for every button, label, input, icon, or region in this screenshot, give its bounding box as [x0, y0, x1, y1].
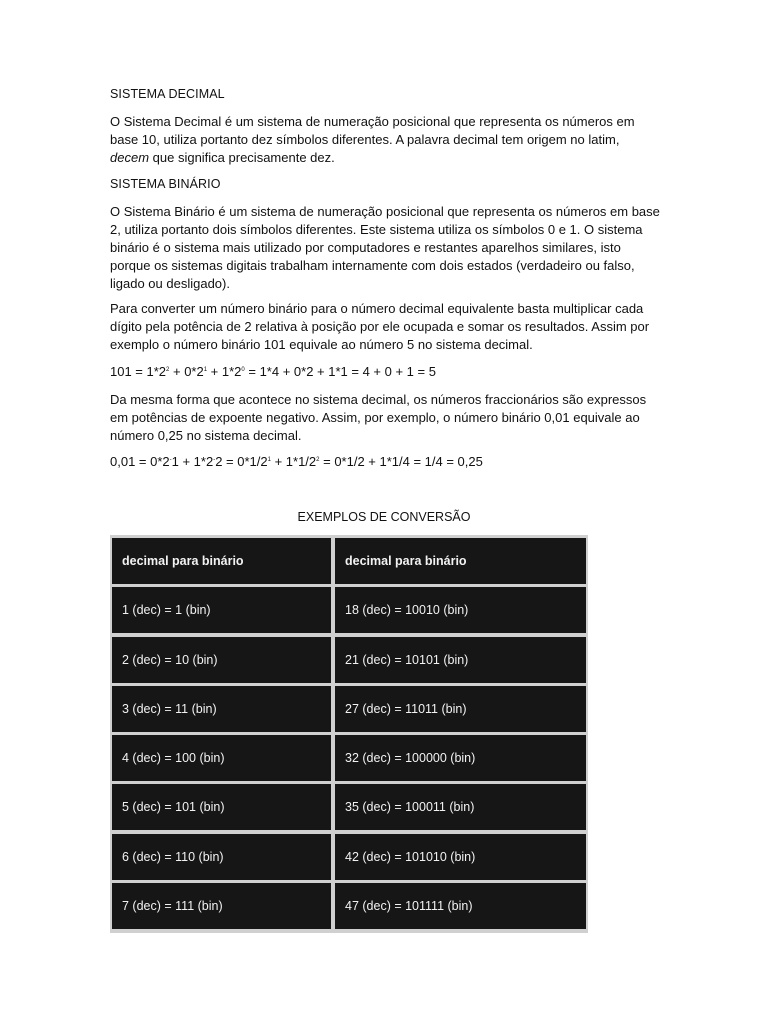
- decimal-heading: SISTEMA DECIMAL: [110, 87, 225, 101]
- eq1-part-b: + 0*2: [169, 364, 204, 379]
- binary-paragraph-2: Para converter um número binário para o número decimal equivalente basta multiplicar cada dígito pela potência de 2 relativa à posição por ele ocupada e somar os resultados. Assim por exemplo o número binário 101 equivale ao número 5 no sistema decimal.: [110, 301, 650, 352]
- table-cell: 1 (dec) = 1 (bin): [112, 587, 331, 633]
- table-cell: 32 (dec) = 100000 (bin): [335, 735, 586, 781]
- eq1-exp-a: 2: [166, 367, 170, 373]
- eq2-exp-a: -: [169, 457, 172, 463]
- table-cell: 35 (dec) = 100011 (bin): [335, 784, 586, 830]
- decimal-description-end: que significa precisamente dez.: [149, 150, 335, 165]
- eq2-part-a: 0,01 = 0*2: [110, 454, 170, 469]
- table-cell: 42 (dec) = 101010 (bin): [335, 834, 586, 880]
- eq2-part-c: 2 = 0*1/2: [215, 454, 268, 469]
- eq2-exp-d: 2: [316, 457, 320, 463]
- eq1-part-d: = 1*4 + 0*2 + 1*1 = 4 + 0 + 1 = 5: [244, 364, 436, 379]
- eq2-part-b: 1 + 1*2: [171, 454, 214, 469]
- eq1-part-c: + 1*2: [207, 364, 242, 379]
- eq1-exp-c: 0: [241, 367, 245, 373]
- eq1-exp-b: 1: [203, 367, 208, 373]
- table-cell: 21 (dec) = 10101 (bin): [335, 637, 586, 683]
- decimal-paragraph: [110, 113, 662, 167]
- eq2-part-d: + 1*1/2: [270, 454, 317, 469]
- eq2-exp-b: -: [213, 457, 216, 463]
- table-cell: 7 (dec) = 111 (bin): [112, 883, 331, 929]
- table-cell: 5 (dec) = 101 (bin): [112, 784, 331, 830]
- equation-101: [110, 364, 436, 379]
- binary-paragraph-3: Da mesma forma que acontece no sistema decimal, os números fraccionários são expressos em potências de expoente negativo. Assim, por exemplo, o número binário 0,01 equivale ao número 0,25 no sistema decimal.: [110, 392, 647, 443]
- decem-word: decem: [110, 150, 150, 165]
- table-cell: 2 (dec) = 10 (bin): [112, 637, 331, 683]
- table-cell: 6 (dec) = 110 (bin): [112, 834, 331, 880]
- binary-heading: SISTEMA BINÁRIO: [110, 177, 221, 191]
- conversion-table: [110, 535, 588, 933]
- equation-0-01: [110, 454, 483, 469]
- table-cell: 27 (dec) = 11011 (bin): [335, 686, 586, 732]
- decimal-term: O Sistema Decimal: [110, 114, 222, 129]
- table-cell: 47 (dec) = 101111 (bin): [335, 883, 586, 929]
- eq1-part-a: 101 = 1*2: [110, 364, 167, 379]
- table-header-left: decimal para binário: [112, 538, 331, 584]
- binary-paragraph-1: O Sistema Binário é um sistema de numeração posicional que representa os números em base 2, utiliza portanto dois símbolos diferentes. Este sistema utiliza os símbolos 0 e 1. O sistema binário é o sistema mais utilizado por computadores e restantes aparelhos similares, isto porque os sistemas digitais trabalham internamente com dois estados (verdadeiro ou falso, ligado ou desligado).: [110, 204, 660, 291]
- conversion-table-title: EXEMPLOS DE CONVERSÃO: [297, 510, 471, 524]
- table-header-right: decimal para binário: [335, 538, 586, 584]
- table-cell: 18 (dec) = 10010 (bin): [335, 587, 586, 633]
- decimal-description: é um sistema de numeração posicional que representa os números em base 10, utiliza portanto dez símbolos diferentes. A palavra decimal tem origem no latim,: [110, 114, 635, 147]
- table-cell: 3 (dec) = 11 (bin): [112, 686, 331, 732]
- eq2-part-e: = 0*1/2 + 1*1/4 = 1/4 = 0,25: [319, 454, 483, 469]
- table-cell: 4 (dec) = 100 (bin): [112, 735, 331, 781]
- eq2-exp-c: 1: [267, 457, 271, 463]
